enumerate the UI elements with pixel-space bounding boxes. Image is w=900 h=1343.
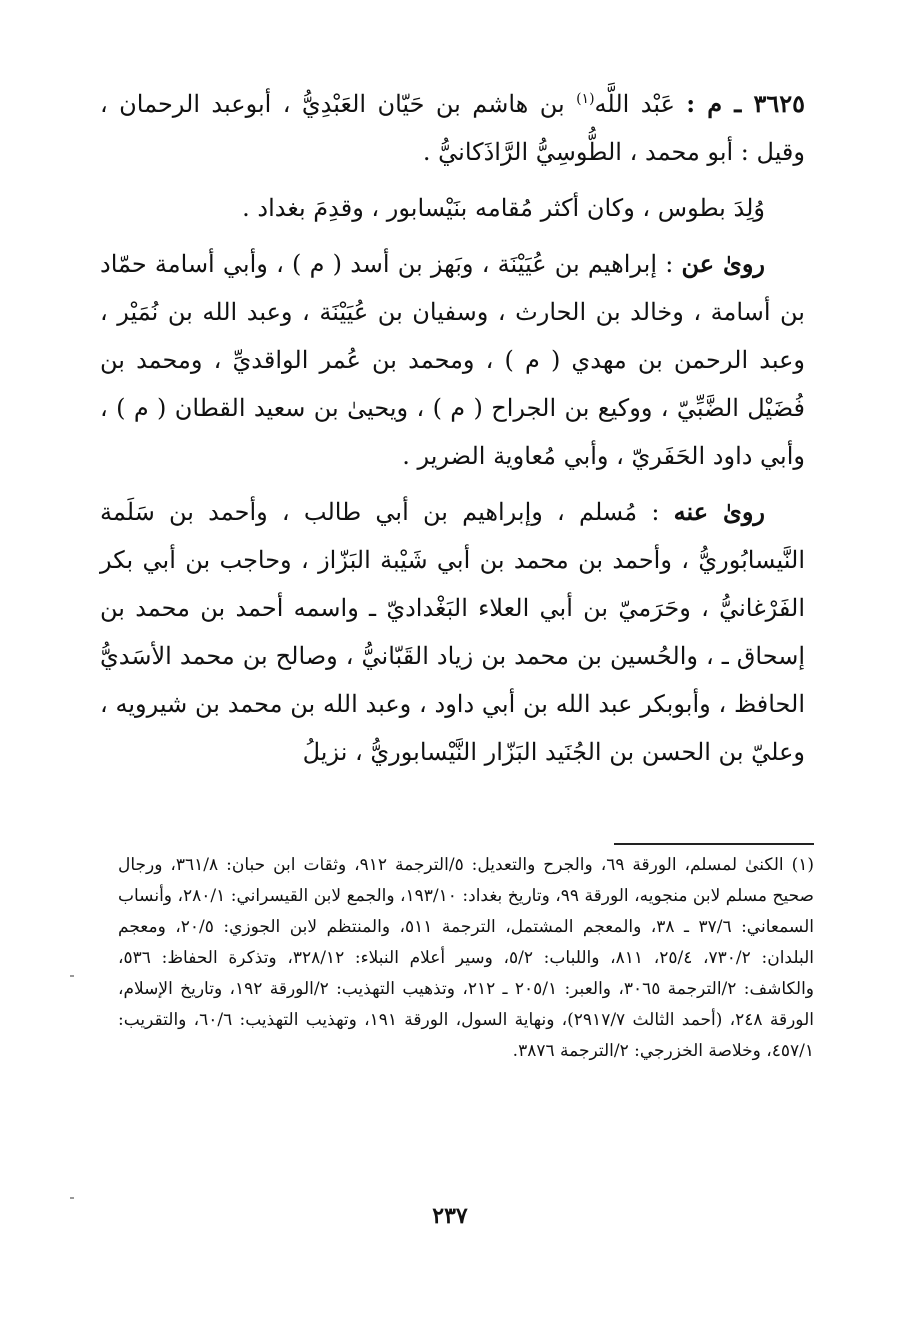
narrated-from-label: روىٰ عن (681, 249, 765, 278)
footnote-reference: (١) (576, 91, 595, 107)
footnote-divider (614, 843, 814, 845)
narrated-by-label: روىٰ عنه (673, 497, 765, 526)
main-text (100, 80, 805, 784)
margin-mark (70, 1197, 74, 1199)
page-number: ٢٣٧ (432, 1203, 468, 1229)
narrated-from-paragraph (100, 240, 805, 480)
born-paragraph: وُلِدَ بطوس ، وكان أكثر مُقامه بنَيْسابور ، وقدِمَ بغداد . (242, 194, 765, 222)
margin-mark (70, 975, 74, 977)
narrated-by-paragraph (100, 488, 805, 776)
entry-heading-paragraph (100, 80, 805, 176)
entry-head-name: عَبْد اللَّه (594, 90, 687, 118)
footnote: (١) الكنىٰ لمسلم، الورقة ٦٩، والجرح والتعديل: ٥/الترجمة ٩١٢، وثقات ابن حبان: ٣٦١/٨، ورجال صحيح مسلم لابن منجويه، الورقة ٩٩، وتاريخ بغداد: ١٩٣/١٠، والجمع لابن القيسراني: ٢٨٠/١، وأنساب السمعاني: ٣٧/٦ ـ ٣٨، والمعجم المشتمل، الترجمة ٥١١، والمنتظم لابن الجوزي: ٢٠/٥، ومعجم البلدان: ٧٣٠/٢، ٢٥/٤، ٨١١، واللباب: ٥/٢، وسير أعلام النبلاء: ٣٢٨/١٢، وتذكرة الحفاظ: ٥٣٦، والكاشف: ٢/الترجمة ٣٠٦٥، والعبر: ٢٠٥/١ ـ ٢١٢، وتذهيب التهذيب: ٢/الورقة ١٩٢، وتاريخ الإسلام، الورقة ٢٤٨، (أحمد الثالث ٢٩١٧/٧)، ونهاية السول، الورقة ١٩١، وتهذيب التهذيب: ٦٠/٦، والتقريب: ٤٥٧/١، وخلاصة الخزرجي: ٢/الترجمة ٣٨٧٦. (118, 855, 815, 1061)
narrated-from-text: : إبراهيم بن عُيَيْنَة ، وبَهز بن أسد ( م ) ، وأبي أسامة حمّاد بن أسامة ، وخالد بن الحارث ، وسفيان بن عُيَيْنَة ، وعبد الله بن نُمَيْر ، وعبد الرحمن بن مهدي ( م ) ، ومحمد بن عُمر الواقديِّ ، ومحمد بن فُضَيْل الضَّبِّيّ ، ووكيع بن الجراح ( م ) ، ويحيىٰ بن سعيد القطان ( م ) ، وأبي داود الحَفَريّ ، وأبي مُعاوية الضرير . (100, 250, 805, 470)
entry-rest: بن هاشم بن حَيّان العَبْدِيُّ ، أبوعبد الرحمان ، وقيل : أبو محمد ، الطُّوسِيُّ الرَّاذَكانيُّ . (100, 90, 805, 166)
entry-number: ٣٦٢٥ ـ م : (686, 89, 805, 118)
narrated-by-text: : مُسلم ، وإبراهيم بن أبي طالب ، وأحمد بن سَلَمة النَّيسابُوريُّ ، وأحمد بن محمد بن أبي شَيْبة البَزّاز ، وحاجب بن أبي بكر الفَرْغانيُّ ، وحَرَميّ بن أبي العلاء البَغْداديّ ـ واسمه أحمد بن محمد بن إسحاق ـ ، والحُسين بن محمد بن زياد القَبّانيُّ ، وصالح بن محمد الأسَديُّ الحافظ ، وأبوبكر عبد الله بن أبي داود ، وعبد الله بن محمد بن شيرويه ، وعليّ بن الحسن بن الجُنَيد البَزّار النَّيْسابوريُّ ، نزيلُ (100, 498, 805, 766)
